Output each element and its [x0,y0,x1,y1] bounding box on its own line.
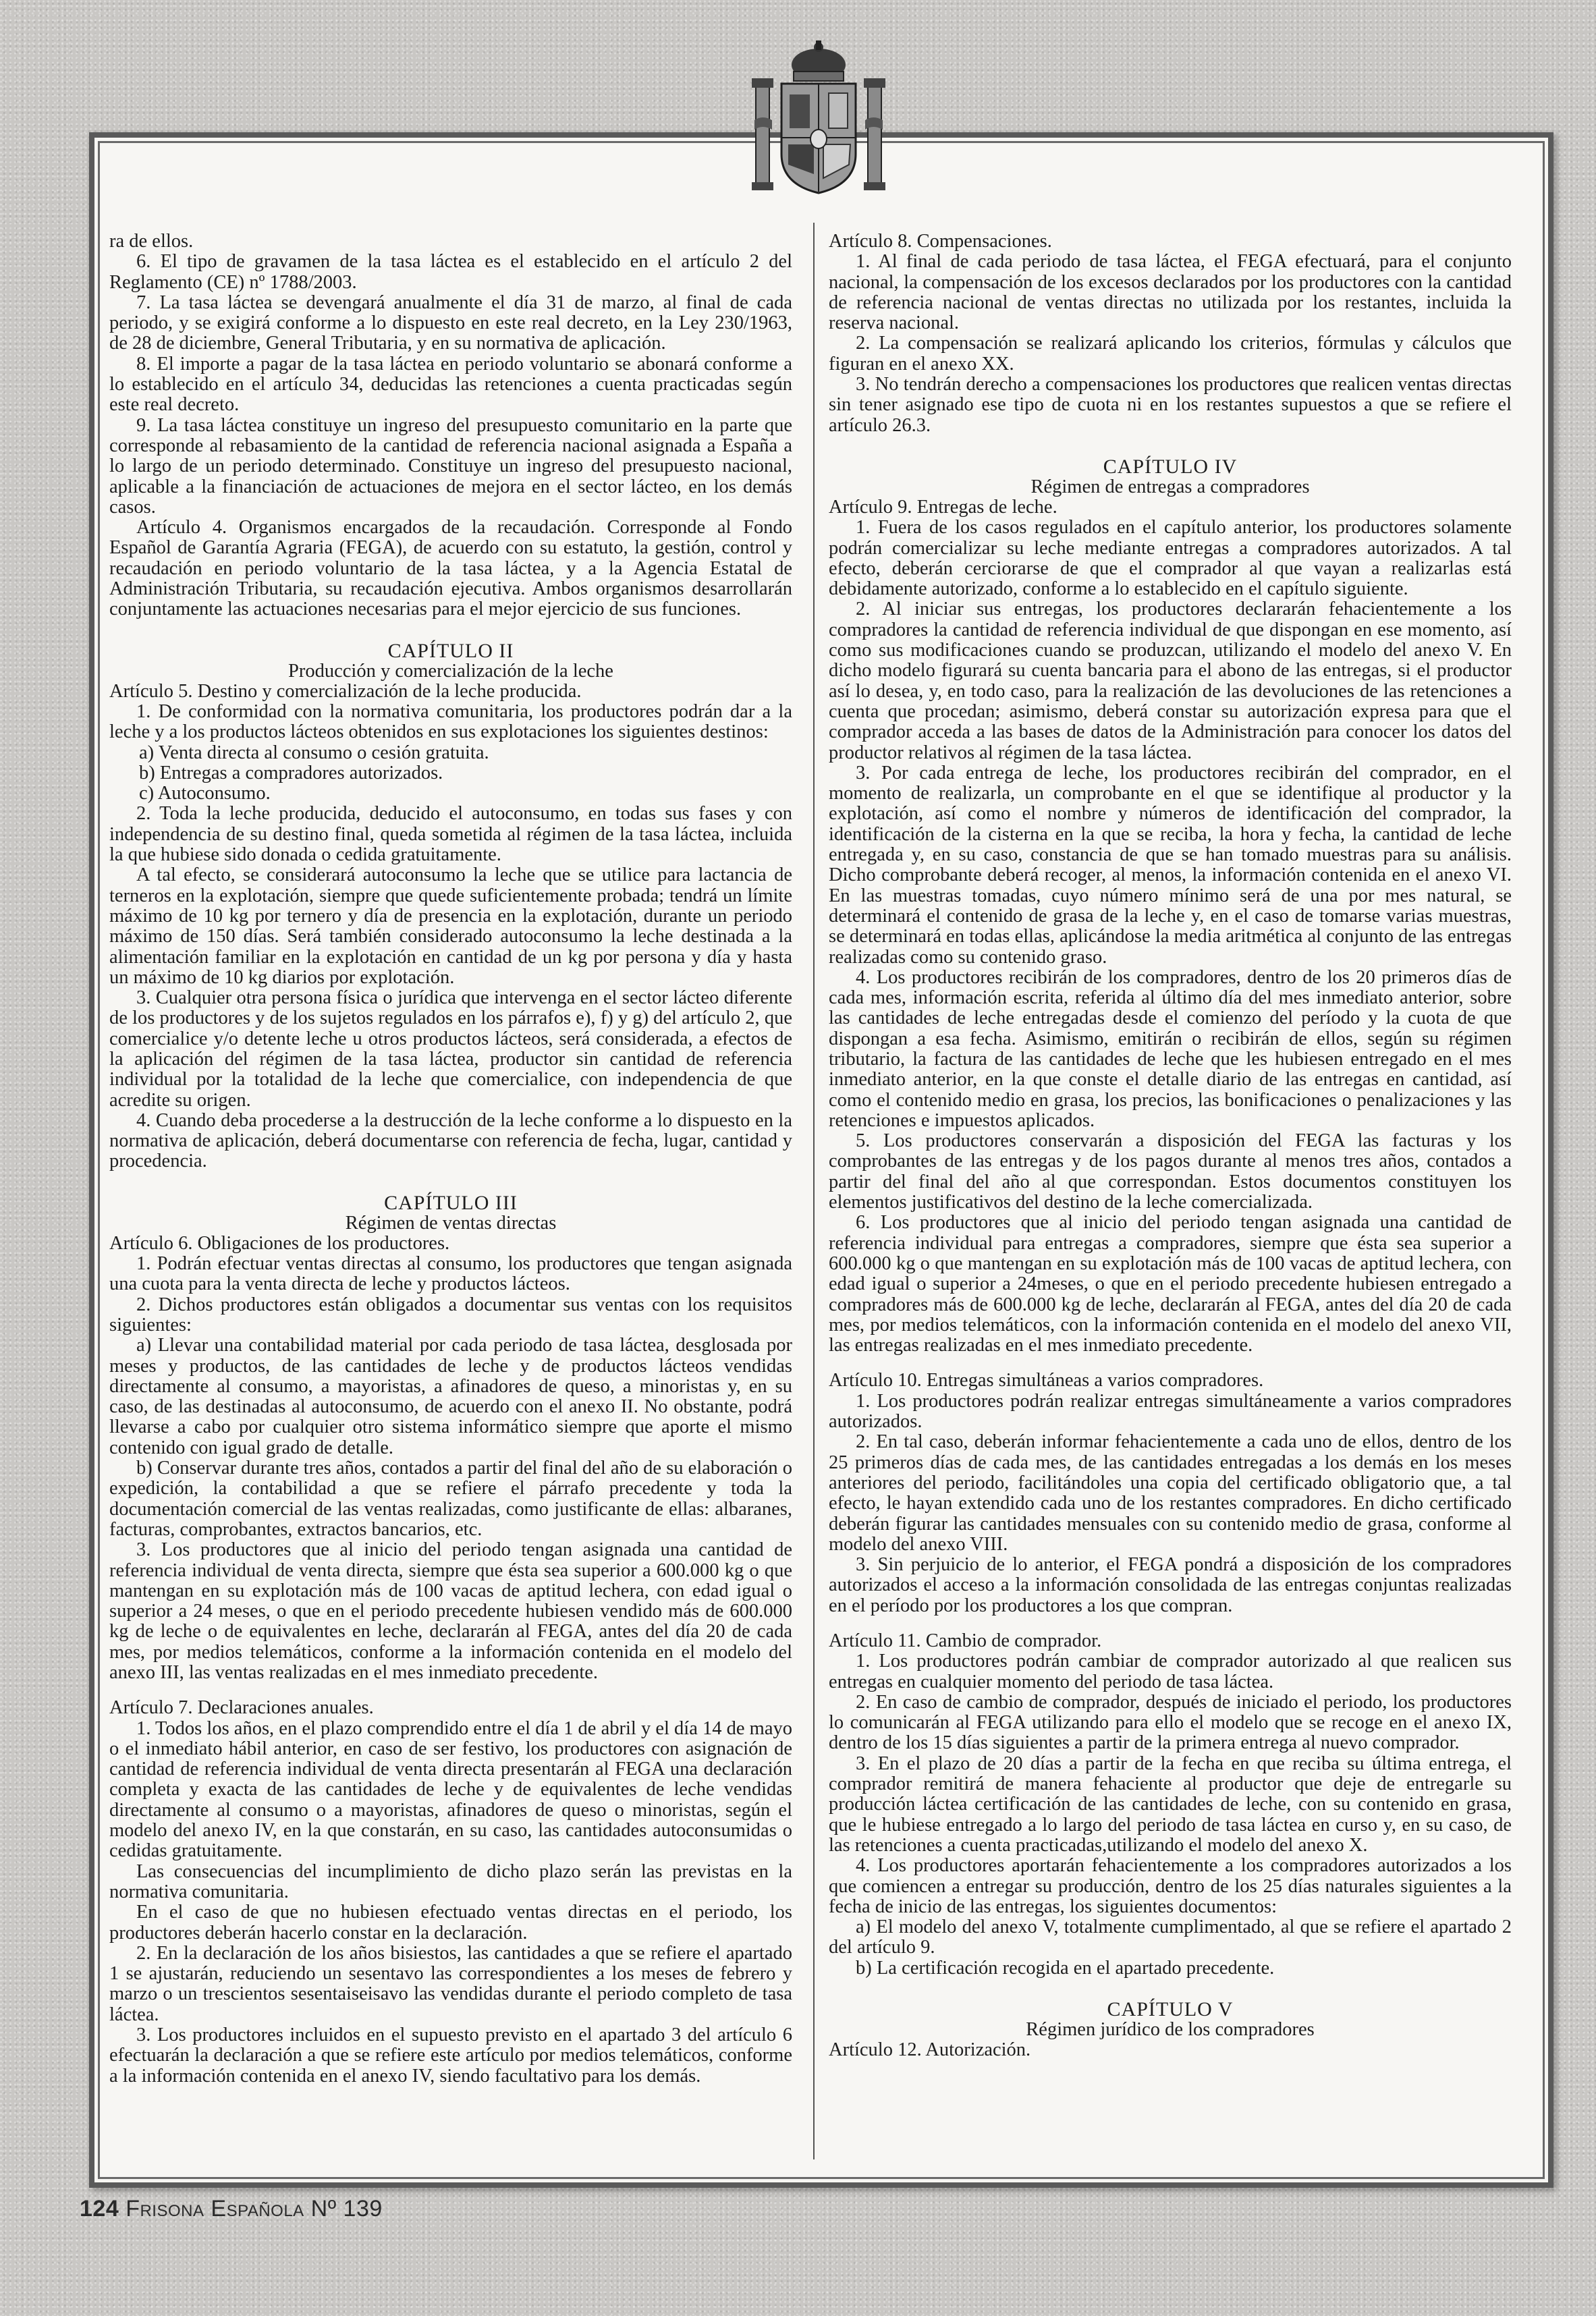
right-paragraph: 3. En el plazo de 20 días a partir de la fecha en que reciba su última entrega, el comprador remitirá de manera fehaciente al productor que deje de entregarle su producción láctea certificación de las cantidades de leche, con su contenido en grasa, que le hubiese entregado a lo largo del periodo de tasa láctea en curso y, en su caso, de las retenciones a cuenta practicadas,utilizando el modelo del anexo X. [829,1753,1512,1856]
left-paragraph: A tal efecto, se considerará autoconsumo la leche que se utilice para lactancia de terneros en la explotación, siempre que quede suficientemente probada; tendrá un límite máximo de 10 kg por ternero y día de presencia en la explotación, durante un periodo máximo de 150 días. Será también considerado autoconsumo la leche destinada a la alimentación familiar en la explotación en cantidad de un kg por persona y día y hasta un máximo de 10 kg diarios por explotación. [109,864,792,988]
right-paragraph: 2. En caso de cambio de comprador, después de iniciado el periodo, los productores lo comunicarán al FEGA utilizando para ello el modelo que se recoge en el anexo IX, dentro de los 15 días siguientes a partir de la primera entrega al nuevo comprador. [829,1691,1512,1754]
left-chapter-heading: CAPÍTULO II [387,639,514,662]
right-paragraph: 4. Los productores recibirán de los compradores, dentro de los 20 primeros días de cada mes, información escrita, referida al último día del mes inmediato anterior, sobre las cantidades de leche entregadas desde el comienzo del período y la cuota de que dispongan a esa fecha. Asimismo, emitirán o recibirán de ellos, según su régimen tributario, la factura de las cantidades de leche que les hubiesen entregado en el mes inmediato anterior, en la que conste el detalle diario de las entregas en cantidad, así como el contenido medio en grasa, los precios, las bonificaciones o penalizaciones y las retenciones e impuestos aplicados. [829,966,1512,1131]
page-footer [80,2196,383,2222]
right-paragraph: 1. Los productores podrán cambiar de comprador autorizado al que realicen sus entregas en cualquier momento del periodo de tasa láctea. [829,1651,1512,1692]
left-chapter-heading: CAPÍTULO III [384,1191,518,1214]
right-paragraph: a) El modelo del anexo V, totalmente cumplimentado, al que se refiere el apartado 2 del artículo 9. [829,1917,1512,1958]
page-number: 124 [80,2196,119,2222]
left-chapter-subtitle: Régimen de ventas directas [345,1212,557,1234]
right-paragraph: 1. Al final de cada periodo de tasa láctea, el FEGA efectuará, para el conjunto nacional, la compensación de los excesos declarados por los productores con la cantidad de referencia nacional de ventas directas no utilizada por los restantes, incluida la reserva nacional. [829,251,1512,334]
left-paragraph: 9. La tasa láctea constituye un ingreso del presupuesto comunitario en la parte que corresponde al rebasamiento de la cantidad de referencia nacional asignada a España a lo largo de un periodo determinado. Constituye un ingreso del presupuesto nacional, aplicable a la financiación de actuaciones de mejora en el sector lácteo, en los demás casos. [109,414,792,518]
left-paragraph: a) Llevar una contabilidad material por cada periodo de tasa láctea, desglosada por meses y productos, de las cantidades de leche y de productos lácteos vendidas directamente al consumo, a mayoristas, a afinadores de queso, a minoristas y, en su caso, de las destinadas al autoconsumo, de acuerdo con el anexo II. No obstante, podrá llevarse a cabo por cualquier otro sistema informático siempre que aporte el mismo contenido con igual grado de detalle. [109,1335,792,1458]
coat-of-arms-icon [748,39,889,201]
right-chapter-subtitle: Régimen jurídico de los compradores [1026,2019,1315,2041]
right-chapter-heading: CAPÍTULO IV [1103,455,1238,478]
right-paragraph: 2. Al iniciar sus entregas, los productores declararán fehacientemente a los compradores la cantidad de referencia individual de que dispongan en ese momento, así como sus modificaciones cuando se produzcan, utilizando el modelo del anexo V. En dicho modelo figurará su cuenta bancaria para el abono de las entregas, si el productor así lo desea, y, en todo caso, para la realización de las devoluciones de las retenciones a cuenta que procedan; asimismo, deberá constar su autorización expresa para que el comprador acceda a las bases de datos de la Administración para conocer los datos del productor relativos al régimen de la tasa láctea. [829,599,1512,763]
right-paragraph: 1. Los productores podrán realizar entregas simultáneamente a varios compradores autorizados. [829,1390,1512,1433]
right-paragraph: 3. Por cada entrega de leche, los productores recibirán del comprador, en el momento de realizarla, un comprobante en el que se identifique al productor y la explotación, así como el nombre y números de identificación del comprador, la identificación de la cisterna en la que se reciba, la hora y fecha, la cantidad de leche entregada y, en su caso, constancia de que se han tomado muestras para su análisis. Dicho comprobante deberá recoger, al menos, la información contenida en el anexo VI. En las muestras tomadas, cuyo número mínimo será de una por mes natural, se determinará el contenido de grasa de la leche y, en el caso de tomarse varias muestras, se determinará en todas ellas, aplicándose la media aritmética al conjunto de las entregas realizadas como su contenido graso. [829,762,1512,968]
left-paragraph: 2. Toda la leche producida, deducido el autoconsumo, en todas sus fases y con independencia de su destino final, queda sometida al régimen de la tasa láctea, incluida la que hubiese sido donada o cedida gratuitamente. [109,803,792,866]
right-paragraph: 2. La compensación se realizará aplicando los criterios, fórmulas y cálculos que figuran en el anexo XX. [829,333,1512,375]
left-paragraph: b) Entregas a compradores autorizados. [139,762,443,783]
right-paragraph: 2. En tal caso, deberán informar fehacientemente a cada uno de ellos, dentro de los 25 primeros días de cada mes, de las cantidades entregadas a los demás en los meses anteriores del periodo, facilitándoles una copia del certificado obligatorio que, a tal efecto, le hayan extendido cada uno de los restantes compradores. En dicho certificado deberán figurar las cantidades mensuales con su contenido medio de grasa, conforme al modelo del anexo VIII. [829,1431,1512,1555]
left-paragraph: 3. Cualquier otra persona física o jurídica que intervenga en el sector lácteo diferente de los productores y de los sujetos regulados en los párrafos e), f) y g) del artículo 2, que comercialice y/o detente leche u otros productos lácteos, será considerada, a efectos de la aplicación del régimen de la tasa láctea, productor sin cantidad de referencia individual por la totalidad de la leche que comercialice, con independencia de que acredite su origen. [109,987,792,1111]
right-paragraph: 3. Sin perjuicio de lo anterior, el FEGA pondrá a disposición de los compradores autorizados el acceso a la información consolidada de las entregas conjuntas realizadas en el período por los productores a los que compran. [829,1554,1512,1616]
right-column [829,231,1512,2060]
left-paragraph: c) Autoconsumo. [139,783,271,804]
left-chapter-subtitle: Producción y comercialización de la leche [288,660,613,682]
left-paragraph: 8. El importe a pagar de la tasa láctea en periodo voluntario se abonará conforme a lo establecido en el artículo 34, deducidas las retenciones a cuenta practicadas según este real decreto. [109,353,792,416]
left-article-heading: Artículo 5. Destino y comercialización de la leche producida. [109,680,582,702]
left-paragraph: a) Venta directa al consumo o cesión gratuita. [139,742,489,763]
left-paragraph: b) Conservar durante tres años, contados a partir del final del año de su elaboración o expedición, la contabilidad a que se refiere el párrafo precedente y toda la documentación comercial de las ventas realizadas, como justificante de ellas: albaranes, facturas, comprobantes, extractos bancarios, etc. [109,1458,792,1540]
right-paragraph: 3. No tendrán derecho a compensaciones los productores que realicen ventas directas sin tener asignado ese tipo de cuota ni en los restantes supuestos a que se refiere el artículo 26.3. [829,374,1512,436]
left-paragraph: ra de ellos. [109,231,194,252]
left-paragraph: 2. Dichos productores están obligados a documentar sus ventas con los requisitos siguientes: [109,1294,792,1335]
right-paragraph: 4. Los productores aportarán fehacientemente a los compradores autorizados a los que comiencen a entregar su producción, dentro de los 25 días naturales siguientes a la fecha de inicio de las entregas, los siguientes documentos: [829,1855,1512,1917]
publication-name: Frisona Española Nº 139 [126,2196,383,2222]
left-paragraph: 7. La tasa láctea se devengará anualmente el día 31 de marzo, al final de cada periodo, y se exigirá conforme a lo dispuesto en este real decreto, en la Ley 230/1963, de 28 de diciembre, General Tributaria, y en su normativa de aplicación. [109,292,792,354]
right-paragraph: 5. Los productores conservarán a disposición del FEGA las facturas y los comprobantes de las entregas y de los pagos durante al menos tres años, contados a partir del final del año al que correspondan. Estos documentos constituyen los elementos justificativos del destino de la leche comercializada. [829,1130,1512,1213]
right-paragraph: b) La certificación recogida en el apartado precedente. [856,1957,1275,1979]
left-article-heading: Artículo 7. Declaraciones anuales. [109,1697,374,1719]
right-article-heading: Artículo 10. Entregas simultáneas a varios compradores. [829,1370,1264,1391]
left-paragraph: Las consecuencias del incumplimiento de dicho plazo serán las previstas en la normativa comunitaria. [109,1860,792,1902]
left-paragraph: 1. De conformidad con la normativa comunitaria, los productores podrán dar a la leche y a los productos lácteos obtenidos en sus explotaciones los siguientes destinos: [109,700,792,743]
left-paragraph: 3. Los productores que al inicio del periodo tengan asignada una cantidad de referencia individual de venta directa, siempre que ésta sea superior a 600.000 kg o que mantengan en su explotación más de 100 vacas de aptitud lechera, con edad igual o superior a 24 meses, o que en el periodo precedente hubiesen vendido más de 600.000 kg de leche o de equivalentes en leche, declararán al FEGA, antes del día 20 de cada mes, por medios telemáticos, conforme a la información contenida en el modelo del anexo III, las ventas realizadas en el mes inmediato precedente. [109,1539,792,1683]
column-divider [813,223,815,2159]
left-paragraph: 1. Todos los años, en el plazo comprendido entre el día 1 de abril y el día 14 de mayo o el inmediato hábil anterior, en caso de ser festivo, los productores con asignación de cantidad de referencia individual de venta directa presentarán al FEGA una declaración completa y exacta de las cantidades de leche y de equivalentes de leche vendidas directamente al consumo o a mayoristas, afinadores de queso o minoristas, según el modelo del anexo IV, en la que constarán, en su caso, las cantidades autoconsumidas o cedidas gratuitamente. [109,1717,792,1862]
right-article-heading: Artículo 12. Autorización. [829,2039,1031,2061]
right-article-heading: Artículo 8. Compensaciones. [829,231,1052,252]
left-paragraph: 6. El tipo de gravamen de la tasa láctea es el establecido en el artículo 2 del Reglamento (CE) nº 1788/2003. [109,251,792,293]
right-article-heading: Artículo 9. Entregas de leche. [829,496,1057,518]
left-article-heading: Artículo 6. Obligaciones de los productores. [109,1232,450,1254]
left-paragraph: 3. Los productores incluidos en el supuesto previsto en el apartado 3 del artículo 6 efectuarán la declaración a que se refiere este artículo por medios telemáticos, conforme a la información contenida en el anexo IV, siendo facultativo para los demás. [109,2024,792,2087]
right-chapter-subtitle: Régimen de entregas a compradores [1030,476,1310,497]
left-article-heading: Artículo 4. Organismos encargados de la recaudación. Corresponde al Fondo Español de Garantía Agraria (FEGA), de acuerdo con su estatuto, la gestión, control y recaudación en periodo voluntario de la tasa láctea, y a la Agencia Estatal de Administración Tributaria, su recaudación ejecutiva. Ambos organismos desarrollarán conjuntamente las actuaciones necesarias para el mejor ejercicio de sus funciones. [109,517,792,620]
left-paragraph: 4. Cuando deba procederse a la destrucción de la leche conforme a lo dispuesto en la normativa de aplicación, deberá documentarse con referencia de fecha, lugar, cantidad y procedencia. [109,1109,792,1172]
right-article-heading: Artículo 11. Cambio de comprador. [829,1630,1102,1651]
right-chapter-heading: CAPÍTULO V [1107,1998,1234,2021]
left-paragraph: 2. En la declaración de los años bisiestos, las cantidades a que se refiere el apartado 1 se ajustarán, reduciendo un sesentavo las correspondientes a los meses de febrero y marzo o un trescientos sesentaiseisavo las vendidas durante el periodo completo de tasa láctea. [109,1942,792,2025]
left-paragraph: En el caso de que no hubiesen efectuado ventas directas en el periodo, los productores deberán hacerlo constar en la declaración. [109,1902,792,1943]
left-paragraph: 1. Podrán efectuar ventas directas al consumo, los productores que tengan asignada una cuota para la venta directa de leche y productos lácteos. [109,1253,792,1295]
right-paragraph: 6. Los productores que al inicio del periodo tengan asignada una cantidad de referencia individual para entregas a compradores, siempre que ésta sea superior a 600.000 kg o que mantengan en su explotación más de 100 vacas de aptitud lechera, con edad igual o superior a 24meses, o que en el periodo precedente hubiesen entregado a compradores más de 600.000 kg de leche, declararán al FEGA, antes del día 20 de cada mes, por medios telemáticos, con la información contenida en el modelo del anexo VII, las entregas realizadas en el mes inmediato precedente. [829,1212,1512,1356]
right-paragraph: 1. Fuera de los casos regulados en el capítulo anterior, los productores solamente podrán comercializar su leche mediante entregas a compradores autorizados. A tal efecto, deberán cerciorarse de que el comprador al que vayan a realizarlas está debidamente autorizado, conforme a lo establecido en el capítulo siguiente. [829,517,1512,600]
left-column [109,231,792,2087]
